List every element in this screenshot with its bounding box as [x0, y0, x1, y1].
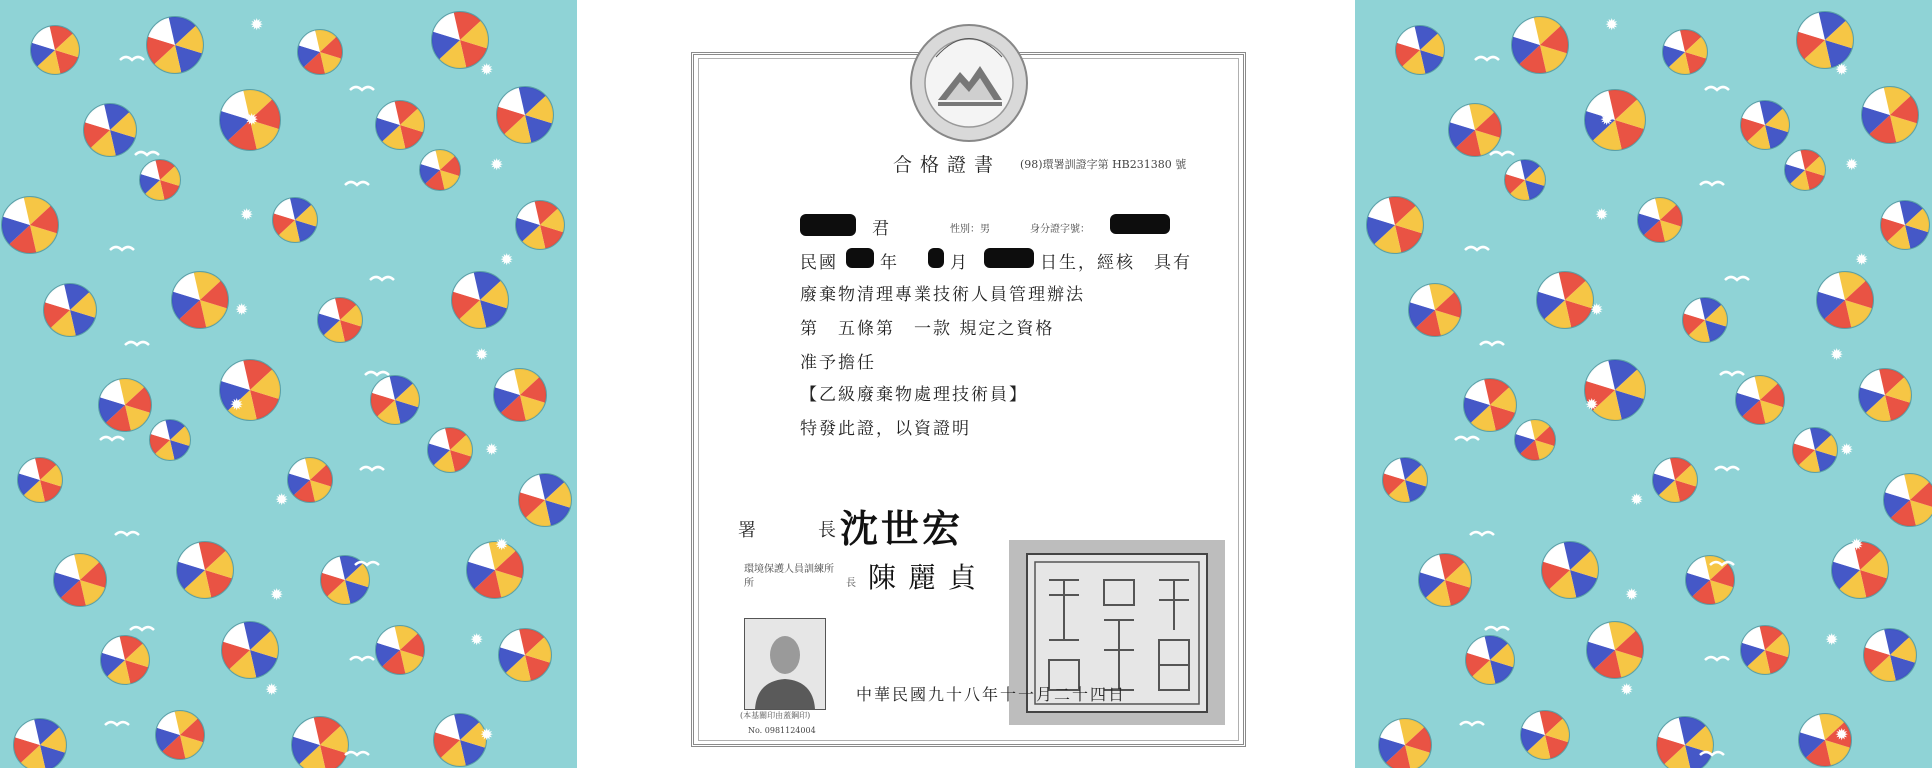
beach-ball-icon: [1419, 554, 1471, 606]
left-pattern-panel: [0, 0, 577, 768]
sun-sparkle-icon: ✹: [250, 15, 264, 34]
seagull-icon: [1490, 152, 1514, 155]
beach-ball-icon: [1793, 428, 1837, 472]
sun-sparkle-icon: ✹: [480, 60, 494, 79]
beach-ball-icon: [1396, 26, 1444, 74]
person-portrait-icon: [745, 619, 825, 709]
qualification-title: 【乙級廢棄物處理技術員】: [800, 385, 1028, 405]
seagull-icon: [105, 722, 129, 725]
seagull-icon: [365, 372, 389, 375]
sun-sparkle-icon: ✹: [500, 250, 514, 269]
sun-sparkle-icon: ✹: [1850, 535, 1864, 554]
seagull-icon: [1470, 532, 1494, 535]
sun-sparkle-icon: ✹: [1830, 345, 1844, 364]
seagull-icon: [120, 57, 144, 60]
beach-ball-icon: [288, 458, 332, 502]
beach-ball-icon: [1367, 197, 1423, 253]
photo-caption: (本基關印由蓋鋼印): [740, 711, 811, 720]
sun-sparkle-icon: ✹: [240, 205, 254, 224]
sun-sparkle-icon: ✹: [1620, 680, 1634, 699]
director-signature: 沈世宏: [840, 506, 964, 551]
beach-ball-icon: [156, 711, 204, 759]
beach-ball-icon: [1464, 379, 1516, 431]
beach-ball-icon: [54, 554, 106, 606]
regulation-article: 第 五條第 一款 規定之資格: [800, 319, 1055, 339]
seagull-icon: [360, 467, 384, 470]
beach-ball-icon: [147, 17, 203, 73]
redacted-birth-month: [928, 248, 944, 268]
director-title-a: 署: [738, 520, 758, 541]
beach-ball-icon: [434, 714, 486, 766]
sun-sparkle-icon: ✹: [265, 680, 279, 699]
seagull-icon: [1475, 57, 1499, 60]
beach-ball-icon: [1859, 369, 1911, 421]
beach-ball-icon: [292, 717, 348, 768]
sun-sparkle-icon: ✹: [1835, 60, 1849, 79]
birth-prefix: 民國: [800, 253, 838, 273]
beach-ball-icon: [1638, 198, 1682, 242]
beach-ball-icon: [519, 474, 571, 526]
sun-sparkle-icon: ✹: [1585, 395, 1599, 414]
beach-ball-icon: [1657, 717, 1713, 768]
beach-ball-icon: [14, 719, 66, 768]
seagull-icon: [1700, 182, 1724, 185]
sun-sparkle-icon: ✹: [475, 345, 489, 364]
redacted-birth-year: [846, 248, 874, 268]
seagull-icon: [125, 342, 149, 345]
certificate-title: 合格證書: [893, 154, 1002, 176]
beach-ball-icon: [1515, 420, 1555, 460]
seagull-icon: [1465, 247, 1489, 250]
sun-sparkle-icon: ✹: [1840, 440, 1854, 459]
sun-sparkle-icon: ✹: [1600, 110, 1614, 129]
beach-ball-icon: [499, 629, 551, 681]
beach-ball-icon: [1741, 101, 1789, 149]
beach-ball-pattern-left: [0, 0, 577, 768]
beach-ball-icon: [1585, 90, 1645, 150]
sun-sparkle-icon: ✹: [490, 155, 504, 174]
beach-ball-icon: [1741, 626, 1789, 674]
sun-sparkle-icon: ✹: [1835, 725, 1849, 744]
beach-ball-icon: [31, 26, 79, 74]
beach-ball-icon: [1409, 284, 1461, 336]
beach-ball-icon: [318, 298, 362, 342]
redacted-id-number: [1110, 214, 1170, 234]
redacted-birth-day: [984, 248, 1034, 268]
seagull-icon: [110, 247, 134, 250]
seagull-icon: [1455, 437, 1479, 440]
institute-title-b: 所: [744, 578, 754, 589]
institute-title: 環境保護人員訓練所: [744, 564, 834, 575]
beach-ball-icon: [298, 30, 342, 74]
seagull-icon: [1480, 342, 1504, 345]
sun-sparkle-icon: ✹: [1595, 205, 1609, 224]
beach-ball-icon: [494, 369, 546, 421]
beach-ball-icon: [44, 284, 96, 336]
sun-sparkle-icon: ✹: [1855, 250, 1869, 269]
beach-ball-icon: [376, 101, 424, 149]
beach-ball-icon: [1587, 622, 1643, 678]
beach-ball-icon: [1466, 636, 1514, 684]
regulation-name: 廢棄物清理專業技術人員管理辦法: [800, 285, 1085, 305]
beach-ball-icon: [99, 379, 151, 431]
birth-year-label: 年: [880, 253, 899, 273]
beach-ball-icon: [18, 458, 62, 502]
seagull-icon: [130, 627, 154, 630]
issue-date: 中華民國九十八年十一月二十四日: [856, 685, 1127, 704]
beach-ball-icon: [1663, 30, 1707, 74]
beach-ball-icon: [2, 197, 58, 253]
beach-ball-icon: [516, 201, 564, 249]
beach-ball-icon: [150, 420, 190, 460]
seagull-icon: [1705, 657, 1729, 660]
beach-ball-icon: [1881, 201, 1929, 249]
beach-ball-icon: [1512, 17, 1568, 73]
director-title-b: 長: [818, 520, 838, 541]
beach-ball-icon: [371, 376, 419, 424]
beach-ball-icon: [101, 636, 149, 684]
beach-ball-icon: [1542, 542, 1598, 598]
seagull-icon: [350, 657, 374, 660]
sun-sparkle-icon: ✹: [1825, 630, 1839, 649]
sun-sparkle-icon: ✹: [245, 110, 259, 129]
certification-statement: 特發此證，以資證明: [800, 419, 971, 439]
holder-photo: [744, 618, 826, 710]
beach-ball-icon: [420, 150, 460, 190]
sun-sparkle-icon: ✹: [1605, 15, 1619, 34]
sun-sparkle-icon: ✹: [485, 440, 499, 459]
seagull-icon: [345, 752, 369, 755]
seagull-icon: [1715, 467, 1739, 470]
beach-ball-icon: [1379, 719, 1431, 768]
sun-sparkle-icon: ✹: [470, 630, 484, 649]
beach-ball-icon: [172, 272, 228, 328]
seagull-icon: [115, 532, 139, 535]
honorific: 君: [872, 219, 891, 239]
seagull-icon: [100, 437, 124, 440]
beach-ball-icon: [1683, 298, 1727, 342]
seagull-icon: [1460, 722, 1484, 725]
sun-sparkle-icon: ✹: [235, 300, 249, 319]
beach-ball-icon: [177, 542, 233, 598]
gender-label: 性別：男: [950, 224, 990, 235]
seagull-icon: [1705, 87, 1729, 90]
institute-title-c: 長: [846, 578, 856, 589]
beach-ball-icon: [1653, 458, 1697, 502]
id-label: 身分證字號：: [1030, 224, 1090, 235]
beach-ball-icon: [1817, 272, 1873, 328]
beach-ball-icon: [1537, 272, 1593, 328]
redacted-name: [800, 214, 856, 236]
beach-ball-icon: [220, 360, 280, 420]
beach-ball-icon: [273, 198, 317, 242]
sun-sparkle-icon: ✹: [270, 585, 284, 604]
sun-sparkle-icon: ✹: [1590, 300, 1604, 319]
sun-sparkle-icon: ✹: [1630, 490, 1644, 509]
beach-ball-icon: [1864, 629, 1916, 681]
beach-ball-icon: [1884, 474, 1932, 526]
beach-ball-icon: [497, 87, 553, 143]
sun-sparkle-icon: ✹: [480, 725, 494, 744]
beach-ball-icon: [1736, 376, 1784, 424]
beach-ball-icon: [376, 626, 424, 674]
seagull-icon: [370, 277, 394, 280]
birth-month-label: 月: [950, 253, 969, 273]
beach-ball-icon: [1449, 104, 1501, 156]
seagull-icon: [1720, 372, 1744, 375]
sun-sparkle-icon: ✹: [1625, 585, 1639, 604]
serial-number: No. 0981124004: [748, 726, 816, 735]
beach-ball-icon: [140, 160, 180, 200]
right-pattern-panel: [1355, 0, 1932, 768]
seagull-icon: [1725, 277, 1749, 280]
institute-director-signature: 陳麗貞: [868, 561, 989, 594]
seagull-icon: [350, 87, 374, 90]
beach-ball-icon: [222, 622, 278, 678]
beach-ball-icon: [1785, 150, 1825, 190]
beach-ball-icon: [84, 104, 136, 156]
beach-ball-icon: [428, 428, 472, 472]
certificate-number: (98)環署訓證字第 HB231380 號: [1020, 158, 1187, 171]
beach-ball-icon: [452, 272, 508, 328]
epa-emblem-seal: [908, 22, 1030, 144]
seagull-icon: [1485, 627, 1509, 630]
beach-ball-icon: [1862, 87, 1918, 143]
sun-sparkle-icon: ✹: [275, 490, 289, 509]
appointment-text: 准予擔任: [800, 353, 876, 373]
sun-sparkle-icon: ✹: [230, 395, 244, 414]
sun-sparkle-icon: ✹: [495, 535, 509, 554]
beach-ball-icon: [1383, 458, 1427, 502]
beach-ball-pattern-right: [1355, 0, 1932, 768]
seagull-icon: [135, 152, 159, 155]
beach-ball-icon: [1505, 160, 1545, 200]
birth-day-label: 日生，經核 具有: [1040, 253, 1192, 273]
beach-ball-icon: [1521, 711, 1569, 759]
sun-sparkle-icon: ✹: [1845, 155, 1859, 174]
seagull-icon: [345, 182, 369, 185]
